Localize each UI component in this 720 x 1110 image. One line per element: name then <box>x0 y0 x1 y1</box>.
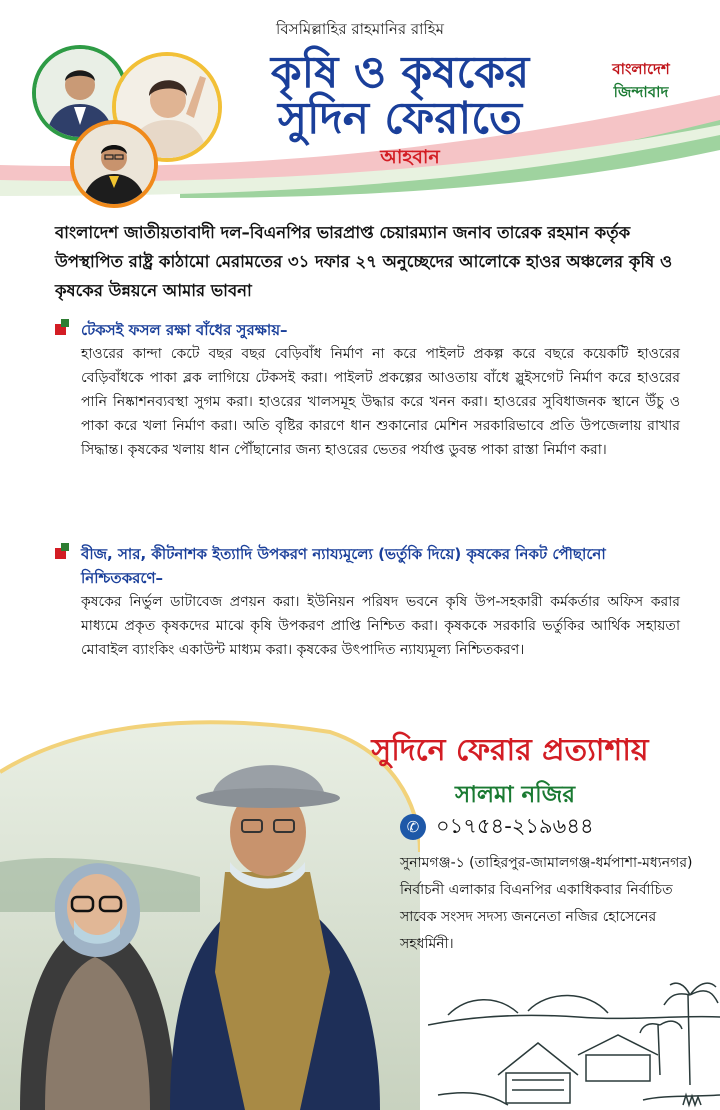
leader-portrait-3 <box>70 120 158 208</box>
slogan <box>586 58 696 104</box>
title-call: আহবান <box>380 146 440 168</box>
section-heading-text: বীজ, সার, কীটনাশক ইত্যাদি উপকরণ ন্যায্যমূল্যে (ভর্তুকি দিয়ে) কৃষকের নিকট পৌছানো নিশ্চিতকরণে– <box>81 545 606 587</box>
phone-contact <box>400 810 594 844</box>
section-body: কৃষকের নির্ভুল ডাটাবেজ প্রণয়ন করা। ইউনিয়ন পরিষদ ভবনে কৃষি উপ-সহকারী কর্মকর্তার অফিস করার মাধ্যমে প্রকৃত কৃষকদের মাঝে কৃষি উপকরণ প্রাপ্তি নিশ্চিত করা। কৃষককে সরকারি ভর্তুকির আর্থিক সহায়তা মোবাইল ব্যাংকিং একাউন্ট মাধ্যম করা। কৃষকের উৎপাদিত ন্যায্যমূল্য নিশ্চিতকরণ। <box>81 594 680 658</box>
bismillah-text: বিসমিল্লাহির রাহমানির রাহিম <box>276 20 444 38</box>
phone-icon: ✆ <box>400 814 426 840</box>
bullet-icon <box>55 324 66 335</box>
title-line-2: সুদিন ফেরাতে <box>277 93 522 144</box>
section-body: হাওরের কান্দা কেটে বছর বছর বেড়িবাঁধ নির্মাণ না করে পাইলট প্রকল্প করে বছরে কয়েকটি হাওরের বেড়িবাঁধকে পাকা ব্লক লাগিয়ে টেকসই করা। পাইলট প্রকল্পের আওতায় বাঁধে স্লুইসগেট নির্মাণ করে হাওরের পানি নিষ্কাশনব্যবস্থা সুগম করা। হাওরের খালসমূহ উদ্ধার করে খনন করা। হাওরের সুবিধাজনক স্থানে উঁচু ও পাকা করে খলা নির্মাণ করা। অতি বৃষ্টির কারণে ধান শুকানোর মেশিন সরকারিভাবে প্রতি উপজেলায় রাখার সিদ্ধান্ত। কৃষকের খলায় ধান পৌঁছানোর জন্য হাওরের ভেতর পর্যাপ্ত ডুবন্ত পাকা রাস্তা নির্মাণ করা। <box>81 346 680 458</box>
section-heading-text: টেকসই ফসল রক্ষা বাঁধের সুরক্ষায়– <box>81 321 288 339</box>
candidate-bio: সুনামগঞ্জ-১ (তাহিরপুর-জামালগঞ্জ-ধর্মপাশা-মধ্যনগর) নির্বাচনী এলাকার বিএনপির একাধিকবার নির্বাচিত সাবেক সংসদ সদস্য জননেতা নজির হোসেনের সহধর্মিনী। <box>400 855 693 952</box>
poster-title <box>245 47 555 144</box>
section-heading <box>55 318 680 342</box>
rural-scene-illustration <box>428 955 720 1110</box>
bullet-icon <box>55 548 66 559</box>
section-inputs <box>55 542 680 662</box>
slogan-line-1: বাংলাদেশ <box>612 60 670 78</box>
hope-slogan: সুদিনে ফেরার প্রত্যাশায় <box>371 733 649 768</box>
title-line-1: কৃষি ও কৃষকের <box>270 47 530 98</box>
section-heading <box>55 542 680 590</box>
candidate-name: সালমা নজির <box>455 782 575 808</box>
phone-number: ০১৭৫৪-২১৯৬৪৪ <box>436 813 594 838</box>
slogan-line-2: জিন্দাবাদ <box>613 83 669 101</box>
intro-paragraph: বাংলাদেশ জাতীয়তাবাদী দল–বিএনপির ভারপ্রাপ্ত চেয়ারম্যান জনাব তারেক রহমান কর্তৃক উপস্থাপিত রাষ্ট্র কাঠামো মেরামতের ৩১ দফার ২৭ অনুচ্ছেদের আলোকে হাওর অঞ্চলের কৃষি ও কৃষকের উন্নয়নে আমার ভাবনা <box>55 223 673 300</box>
section-embankment <box>55 318 680 462</box>
